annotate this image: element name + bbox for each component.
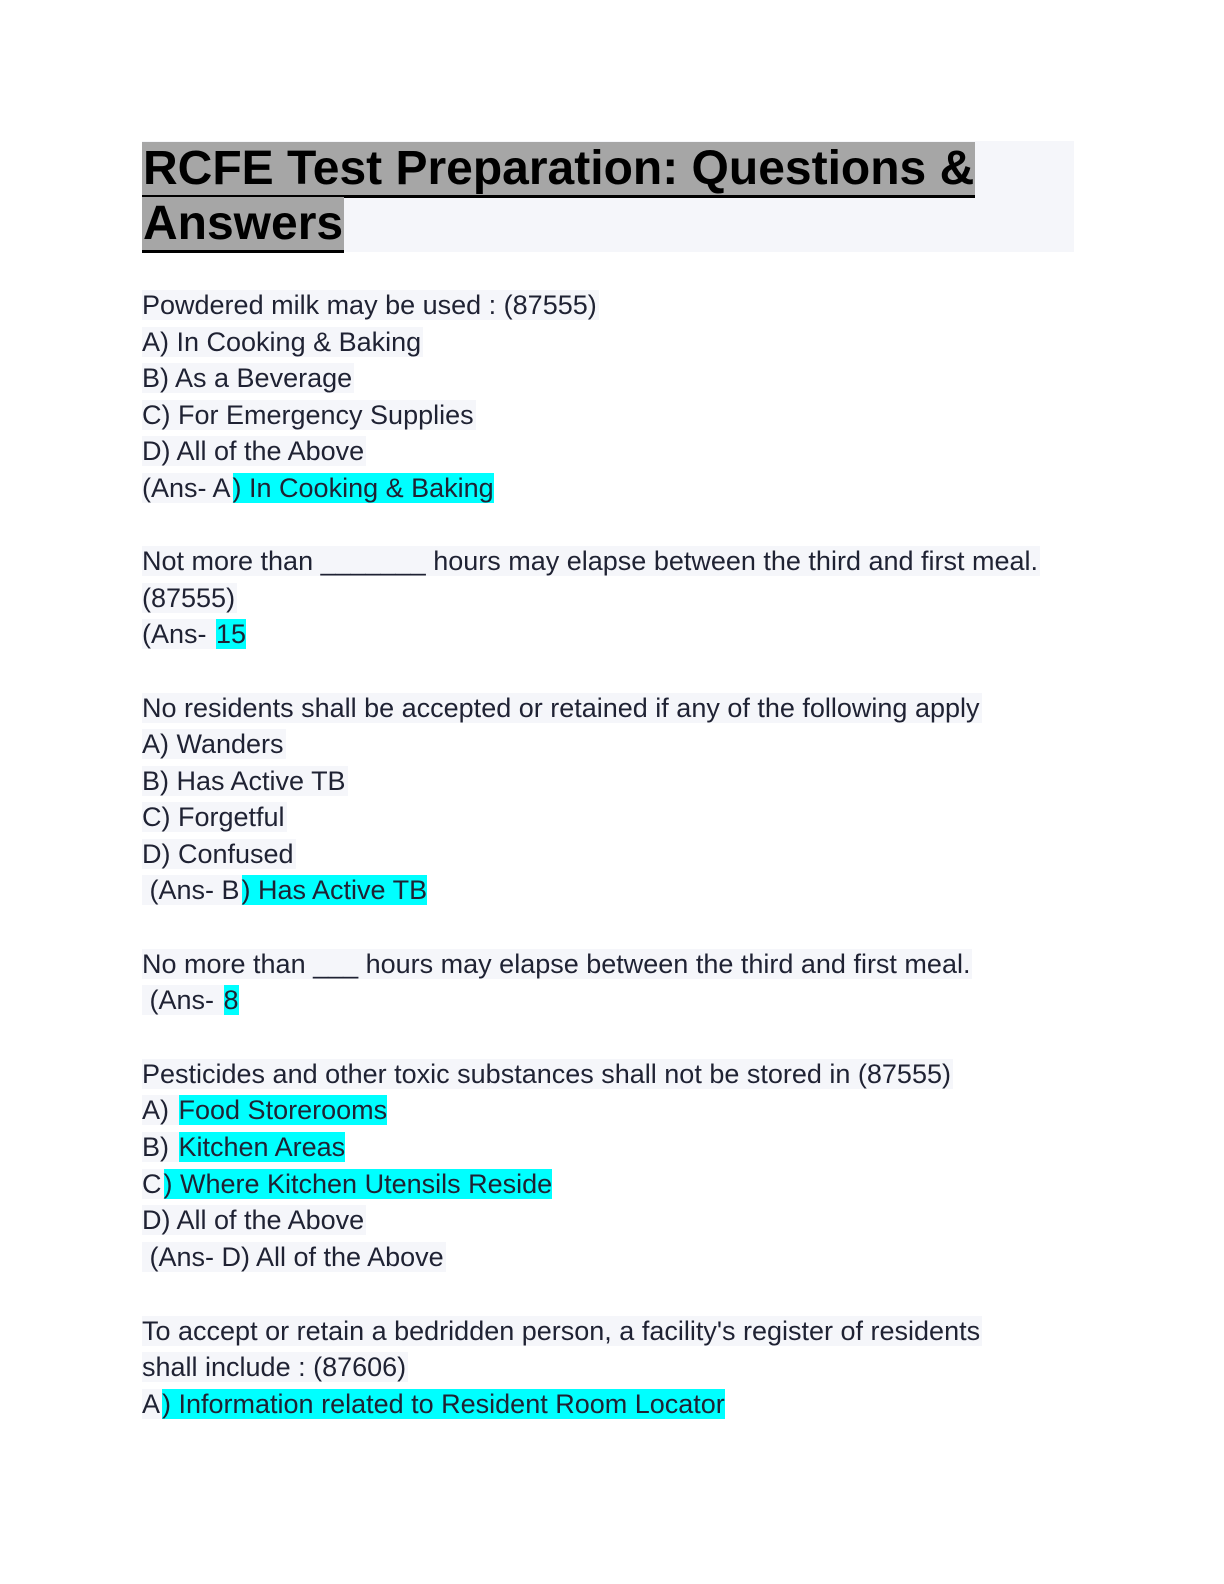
- q5-question: Pesticides and other toxic substances shall not be stored in (87555): [142, 1059, 951, 1089]
- title-line-2: Answers: [142, 197, 344, 253]
- q5-option-c: C) Where Kitchen Utensils Reside: [142, 1169, 553, 1199]
- q3-answer-highlight: ) Has Active TB: [241, 875, 428, 905]
- q5-option-c-highlight: ) Where Kitchen Utensils Reside: [163, 1169, 553, 1199]
- q6-option-a: A) Information related to Resident Room Locator: [142, 1389, 725, 1419]
- q1-answer: (Ans- A) In Cooking & Baking: [142, 473, 494, 503]
- q4-question: No more than ___ hours may elapse between the third and first meal.: [142, 949, 971, 979]
- q3-answer: (Ans- B) Has Active TB: [142, 875, 428, 905]
- q2-question: Not more than _______ hours may elapse between the third and first meal.: [142, 546, 1039, 576]
- q6-question: To accept or retain a bedridden person, a facility's register of residents: [142, 1316, 981, 1346]
- q5-option-a: A) Food Storerooms: [142, 1095, 388, 1125]
- q3-option-c: C) Forgetful: [142, 802, 285, 832]
- q5-option-b-highlight: Kitchen Areas: [178, 1132, 346, 1162]
- q6-question-cont: shall include : (87606): [142, 1352, 407, 1382]
- q3-option-a: A) Wanders: [142, 729, 284, 759]
- q2-answer: (Ans- 15: [142, 619, 247, 649]
- q4-answer-highlight: 8: [223, 985, 239, 1015]
- document-title: [142, 141, 1074, 252]
- q4-answer: (Ans- 8: [142, 985, 239, 1015]
- q3-option-b: B) Has Active TB: [142, 766, 346, 796]
- q1-answer-highlight: ) In Cooking & Baking: [232, 473, 494, 503]
- title-line-1: RCFE Test Preparation: Questions &: [142, 142, 975, 198]
- q1-option-a: A) In Cooking & Baking: [142, 327, 422, 357]
- q1-option-c: C) For Emergency Supplies: [142, 400, 474, 430]
- q1-question: Powdered milk may be used : (87555): [142, 290, 597, 320]
- q2-question-cont: (87555): [142, 583, 236, 613]
- q3-question: No residents shall be accepted or retained if any of the following apply: [142, 693, 980, 723]
- q1-option-d: D) All of the Above: [142, 436, 365, 466]
- q5-option-a-highlight: Food Storerooms: [178, 1095, 388, 1125]
- q5-option-b: B) Kitchen Areas: [142, 1132, 346, 1162]
- q2-answer-highlight: 15: [216, 619, 247, 649]
- q5-answer: (Ans- D) All of the Above: [142, 1242, 444, 1272]
- q5-option-d: D) All of the Above: [142, 1205, 365, 1235]
- q1-option-b: B) As a Beverage: [142, 363, 353, 393]
- q3-option-d: D) Confused: [142, 839, 294, 869]
- q6-option-a-highlight: ) Information related to Resident Room Locator: [162, 1389, 725, 1419]
